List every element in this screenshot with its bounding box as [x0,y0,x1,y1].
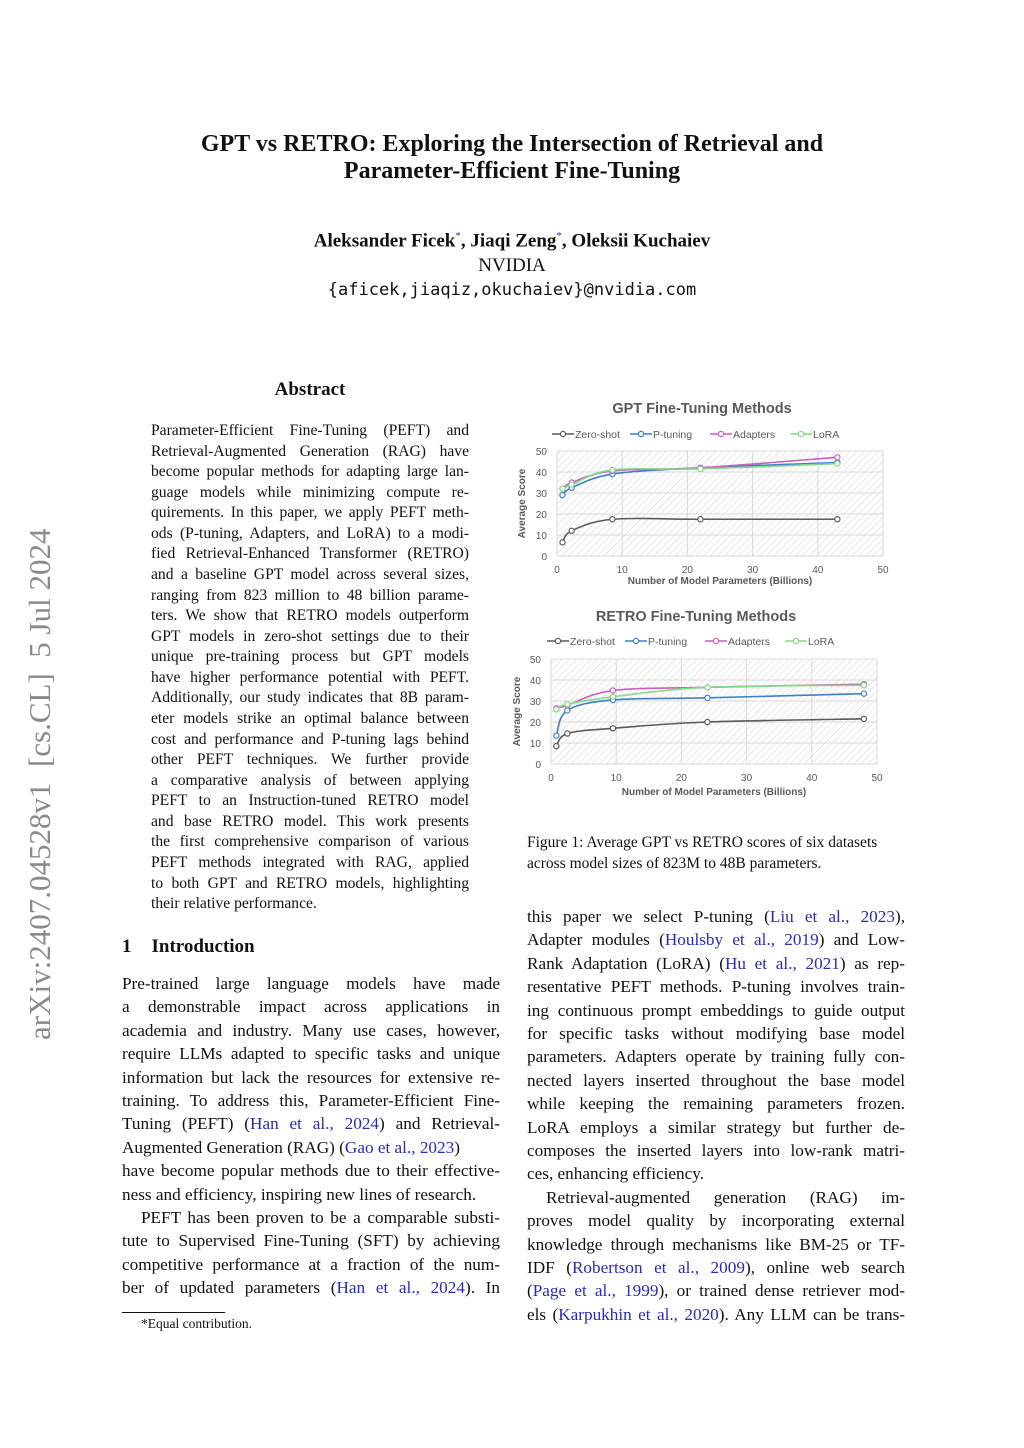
text-line: have become popular methods due to their effective- [122,1161,500,1181]
y-tick-label: 20 [529,718,541,729]
data-point [835,461,840,466]
text-segment: Tuning (PEFT) ( [122,1114,251,1134]
x-axis-label: Number of Model Parameters (Billions) [627,576,813,587]
legend-label-p-tuning: P-tuning [648,636,688,648]
y-tick-label: 30 [529,697,541,708]
x-tick-label: 10 [616,565,628,576]
figure-caption-line-1: Figure 1: Average GPT vs RETRO scores of six datasets [527,834,878,851]
text-line: eter models strike an optimal balance between [151,709,469,727]
x-tick-label: 30 [747,565,759,576]
text-line: Parameter-Efficient Fine-Tuning (PEFT) and [151,422,469,439]
text-line: other PEFT techniques. We further provide [151,751,469,769]
text-line [527,1258,905,1278]
y-tick-label: 10 [535,531,547,542]
legend-marker [798,431,803,436]
data-point [569,482,574,487]
x-tick-label: 30 [741,773,753,784]
figure-caption-line-2: across model sizes of 823M to 48B parameters. [527,855,822,872]
abstract-heading: Abstract [274,379,346,400]
data-point [705,719,710,724]
y-tick-label: 40 [529,676,541,687]
text-segment: IDF ( [527,1258,572,1277]
x-tick-label: 50 [877,565,889,576]
text-line: and a baseline GPT model across several sizes, [151,565,469,583]
text-line: quirements. In this paper, we apply PEFT meth- [151,504,469,522]
y-tick-label: 20 [535,510,547,521]
equal-contribution-marker[interactable]: * [556,230,562,242]
data-point [610,688,615,693]
data-point [560,540,565,545]
legend-marker [718,431,723,436]
text-line: a demonstrable impact across applications in [122,997,500,1017]
legend-marker [638,431,643,436]
text-segment: ber of updated parameters ( [122,1278,337,1298]
text-line: competitive performance at a fraction of the num- [122,1254,500,1274]
affiliation: NVIDIA [478,255,546,276]
gpt-fine-tuning-chart [510,395,900,590]
text-line: fied Retrieval-Enhanced Transformer (RETRO) [151,545,469,563]
paper-title-line-2: Parameter-Efficient Fine-Tuning [343,158,681,184]
text-line [527,907,905,927]
citation-link[interactable]: Gao et al., 2023 [344,1137,455,1157]
text-line [527,1305,905,1325]
section-heading-introduction [122,936,255,958]
data-point [835,517,840,522]
x-tick-label: 10 [610,773,622,784]
text-segment: ), [894,907,905,926]
x-tick-label: 0 [548,773,554,784]
y-tick-label: 50 [535,447,547,458]
footnote-divider [122,1312,225,1313]
text-line: ranging from 823 million to 48 billion parame- [151,586,469,604]
x-axis-label: Number of Model Parameters (Billions) [621,787,807,798]
data-point [554,707,559,712]
text-line: guage models while minimizing compute re- [151,483,469,501]
x-tick-label: 0 [554,565,560,576]
text-line: have higher performance potential with PEFT. [151,668,469,686]
citation-link[interactable]: Karpukhin et al., 2020 [558,1304,719,1324]
section-number: 1 [122,936,132,957]
text-line: ces, enhancing efficiency. [527,1164,705,1184]
data-point [610,467,615,472]
x-tick-label: 40 [806,773,818,784]
data-point [565,731,570,736]
data-point [610,694,615,699]
y-tick-label: 40 [535,468,547,479]
text-segment: Adapter modules ( [527,930,665,950]
text-line [122,1278,500,1298]
legend-label-adapters: Adapters [733,429,776,441]
text-line: ters. We show that RETRO models outperform [151,607,469,625]
text-line: PEFT to an Instruction-tuned RETRO model [151,792,469,810]
text-line [527,930,905,950]
citation-link[interactable]: Han et al., 2024 [250,1114,380,1134]
text-line: training. To address this, Parameter-Efficient Fine- [122,1091,500,1110]
text-line: ness and efficiency, inspiring new lines of research. [122,1184,477,1204]
data-point [560,486,565,491]
text-line: to both GPT and RETRO models, highlighting [151,874,469,892]
data-point [554,744,559,749]
data-point [560,493,565,498]
text-line: resentative PEFT methods. P-tuning involves train- [527,977,905,997]
x-tick-label: 20 [675,773,687,784]
data-point [698,517,703,522]
author-name: Oleksii Kuchaiev [571,230,711,252]
text-line: cost and performance and P-tuning lags behind [151,730,469,748]
equal-contribution-marker[interactable]: * [455,230,461,242]
text-line: LoRA employs a similar strategy but further de- [527,1117,905,1137]
text-segment: ) and Low- [818,930,905,950]
data-point [861,683,866,688]
chart-title: RETRO Fine-Tuning Methods [595,609,797,625]
data-point [565,708,570,713]
legend-marker [555,638,560,643]
data-point [610,726,615,731]
text-segment: ) [454,1137,460,1157]
plot-area [551,659,877,764]
data-point [861,691,866,696]
text-line: nected layers inserted throughout the base model [527,1070,905,1090]
text-line: become popular methods for adapting large lan- [151,463,469,481]
text-line: the first comprehensive comparison of various [151,833,469,851]
x-tick-label: 40 [812,565,824,576]
text-line: proves model quality by incorporating external [527,1211,905,1231]
text-segment: Augmented Generation (RAG) ( [122,1137,345,1157]
text-line: PEFT has been proven to be a comparable substi- [141,1208,500,1227]
text-segment: ), or trained dense retriever mod- [658,1281,906,1301]
text-segment: Rank Adaptation (LoRA) ( [527,953,725,973]
legend-marker [560,431,565,436]
text-line: Pre-trained large language models have made [122,974,500,993]
citation-link[interactable]: Robertson et al., 2009 [571,1258,745,1277]
text-line: while keeping the remaining parameters frozen. [527,1094,905,1114]
text-segment: ) and Retrieval- [379,1114,500,1134]
footnote: *Equal contribution. [141,1316,252,1331]
data-point [835,455,840,460]
author-emails: {aficek,jiaqiz,okuchaiev}@nvidia.com [327,280,697,300]
y-tick-label: 50 [529,655,541,666]
retro-fine-tuning-chart [505,603,895,803]
text-segment: ). In [464,1278,500,1298]
y-tick-label: 0 [541,552,547,563]
text-segment: els ( [527,1304,559,1324]
data-point [569,528,574,533]
legend-marker [713,638,718,643]
legend-label-adapters: Adapters [728,636,771,648]
legend-label-zero-shot: Zero-shot [570,636,615,648]
text-line: a comparative analysis of between applying [151,771,469,789]
data-point [861,716,866,721]
legend-label-lora: LoRA [808,636,835,648]
text-line: and base RETRO model. This work presents [151,812,469,830]
legend-label-p-tuning: P-tuning [653,429,693,441]
text-line: their relative performance. [151,895,317,913]
paper-title-line-1: GPT vs RETRO: Exploring the Intersection of Retrieval and [200,131,824,157]
x-tick-label: 50 [871,773,883,784]
text-line [122,1114,500,1134]
text-line: for specific tasks without modifying base model [527,1024,905,1043]
legend-marker [633,638,638,643]
text-line: composes the inserted layers into low-rank matri- [527,1141,905,1160]
text-line: parameters. Adapters operate by training fully con- [527,1047,905,1067]
y-tick-label: 30 [535,489,547,500]
data-point [565,702,570,707]
citation-link[interactable]: Hu et al., 2021 [724,953,840,973]
text-segment: ). Any LLM can be trans- [718,1304,905,1324]
text-line: PEFT methods integrated with RAG, applied [151,853,469,871]
data-point [554,733,559,738]
text-line: GPT models in zero-shot settings due to their [151,627,469,645]
legend-label-zero-shot: Zero-shot [575,429,620,441]
text-line: tute to Supervised Fine-Tuning (SFT) by achieving [122,1231,500,1251]
text-line [122,1138,500,1158]
text-line [527,954,905,974]
text-line: ods (P-tuning, Adapters, and LoRA) to a modi- [151,524,469,542]
y-tick-label: 10 [529,739,541,750]
y-axis-label: Average Score [512,676,523,747]
data-point [705,695,710,700]
author-name: Aleksander Ficek [313,230,456,252]
citation-link[interactable]: Liu et al., 2023 [769,907,895,926]
citation-link[interactable]: Han et al., 2024 [336,1278,465,1298]
author-name: Jiaqi Zeng [470,230,557,252]
x-tick-label: 20 [681,565,693,576]
data-point [705,685,710,690]
text-segment: this paper we select P-tuning ( [527,907,770,926]
text-line: ing continuous prompt embeddings to guide output [527,1000,905,1020]
y-tick-label: 0 [535,760,541,771]
author-list: Aleksander Ficek*, Jiaqi Zeng*, Oleksii Kuchaiev [313,230,711,252]
text-line [527,1281,905,1301]
chart-title: GPT Fine-Tuning Methods [612,401,792,417]
text-line: knowledge through mechanisms like BM-25 or TF- [527,1234,905,1254]
section-title: Introduction [151,936,255,957]
text-line: unique pre-training process but GPT models [151,648,469,666]
text-line: information but lack the resources for extensive re- [122,1067,500,1087]
arxiv-side-label: arXiv:2407.04528v1 [cs.CL] 5 Jul 2024 [22,528,57,1040]
data-point [698,466,703,471]
text-segment: ( [527,1281,533,1301]
text-line: Additionally, our study indicates that 8B param- [151,689,469,707]
text-segment: ), online web search [744,1258,905,1277]
legend-label-lora: LoRA [813,429,840,441]
legend-marker [793,638,798,643]
text-line: academia and industry. Many use cases, however, [122,1020,500,1040]
text-line: Retrieval-Augmented Generation (RAG) have [151,442,469,460]
text-line: Retrieval-augmented generation (RAG) im- [546,1187,905,1207]
text-line: require LLMs adapted to specific tasks and unique [122,1044,500,1064]
y-axis-label: Average Score [517,468,528,539]
data-point [610,517,615,522]
citation-link[interactable]: Page et al., 1999 [532,1281,659,1301]
text-segment: ) as rep- [839,953,905,973]
citation-link[interactable]: Houlsby et al., 2019 [664,930,819,950]
